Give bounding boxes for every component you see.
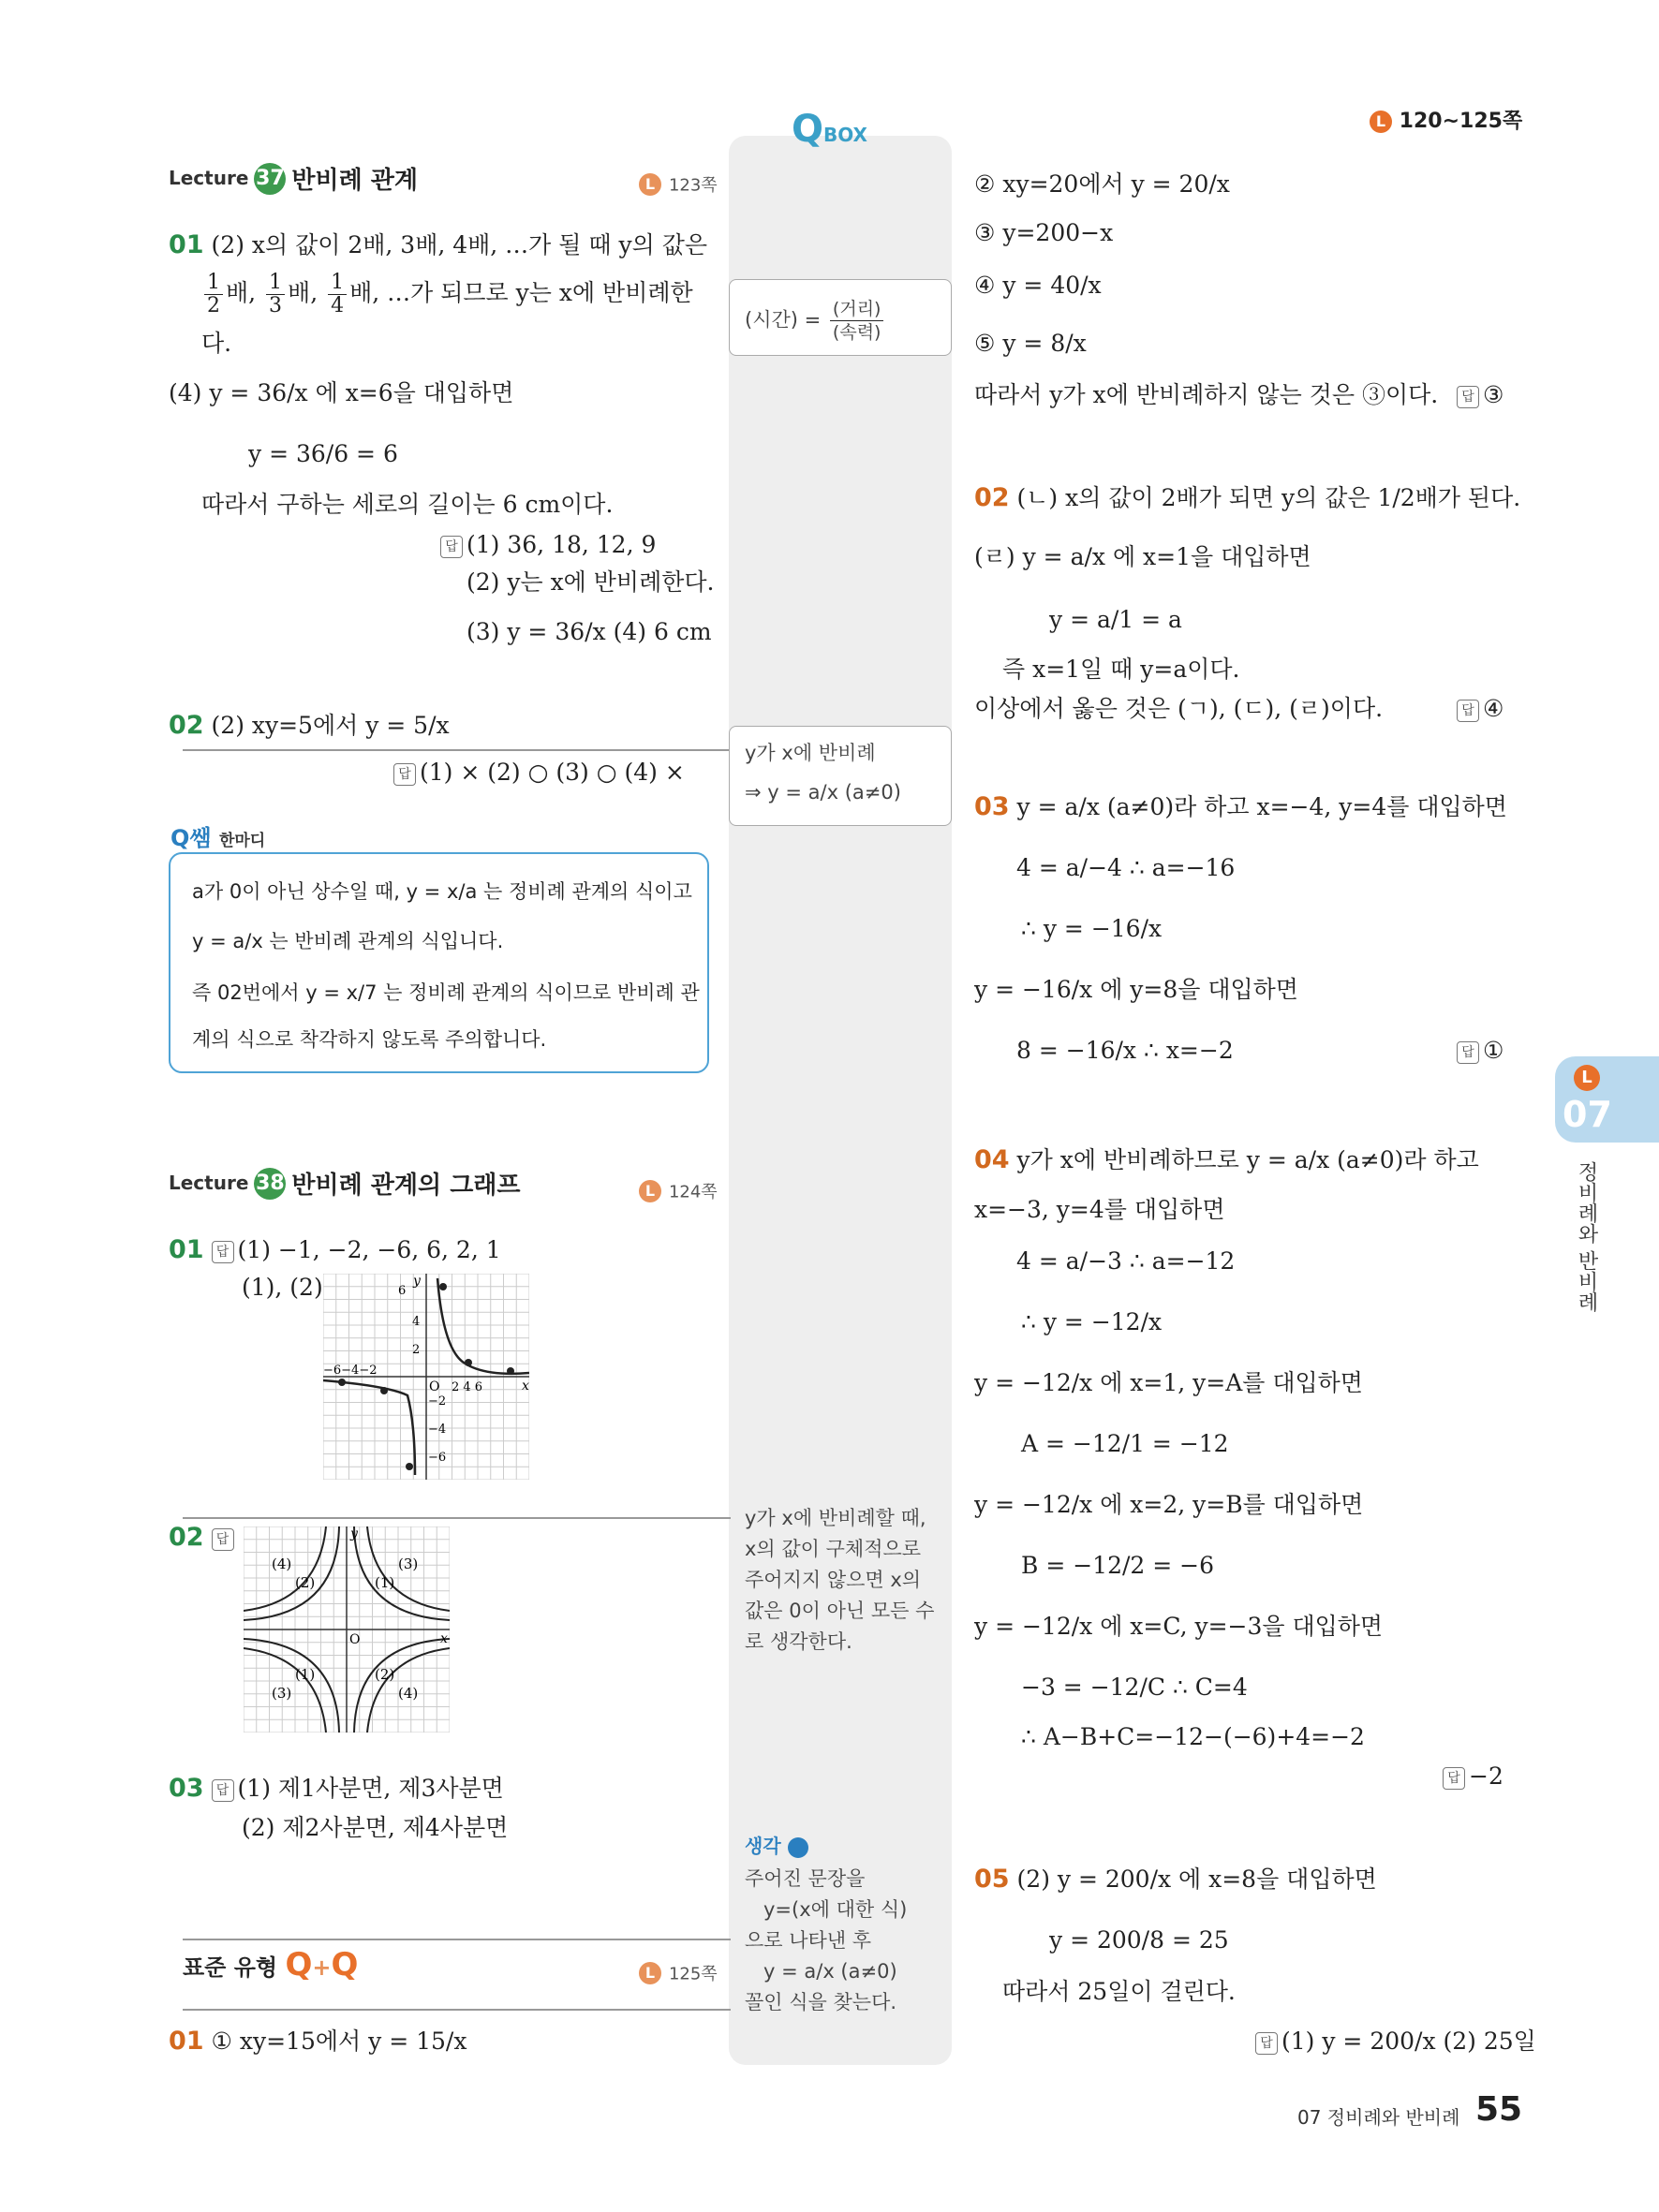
right-q04-4: y = −12/x 에 x=1, y=A를 대입하면 [974, 1369, 1363, 1396]
right-r1-4: 따라서 y가 x에 반비례하지 않는 것은 ③이다. [974, 381, 1439, 408]
right-q03-3: y = −16/x 에 y=8을 대입하면 [974, 976, 1298, 1003]
right-q05: 05 (2) y = 200/x 에 x=8을 대입하면 [974, 1865, 1377, 1894]
note-line: 주어지지 않으면 x의 [745, 1569, 922, 1591]
g1-tick: −6 [428, 1451, 447, 1465]
qssam-line3: 즉 02번에서 y = x/7 는 정비례 관계의 식이므로 반비례 관 [192, 981, 700, 1004]
problem-01-line2: $\frac{1}{2}$ 배, $\frac{1}{3}$ 배, $\frac{1}{4}$ 배, …가 되므로 y는 x에 반비례한 [201, 272, 693, 317]
note-line: 주어진 문장을 [745, 1867, 866, 1890]
right-q03: 03 y = a/x (a≠0)라 하고 x=−4, y=4를 대입하면 [974, 792, 1507, 821]
g2-label: (1) [375, 1574, 395, 1591]
qbox-note-3 [745, 1503, 934, 1658]
chapter-tab-letter: L [1574, 1065, 1600, 1091]
footer-page: 55 [1475, 2090, 1523, 2129]
g2-axis-y: y [350, 1526, 358, 1541]
lecture-37-heading: Lecture 37 반비례 관계 [169, 161, 418, 196]
g1-tick: −4 [428, 1423, 447, 1437]
answer-02: 답 (1) × (2) ○ (3) ○ (4) × [393, 757, 685, 789]
qssam-line1: a가 0이 아닌 상수일 때, y = x/a 는 정비례 관계의 식이고 [192, 880, 692, 903]
standard-page: L 125쪽 [639, 1957, 718, 1985]
right-q04-10: ∴ A−B+C=−12−(−6)+4=−2 [1021, 1723, 1365, 1750]
note-line: 값은 0이 아닌 모든 수 [745, 1600, 935, 1622]
answer-01-3: (3) y = 36/x (4) 6 cm [467, 618, 712, 645]
right-q02-1: (ㄹ) y = a/x 에 x=1을 대입하면 [974, 543, 1311, 570]
connector-line-3 [183, 1939, 731, 1940]
lecture-38-page: L 124쪽 [639, 1175, 718, 1203]
right-q03-1: 4 = a/−4 ∴ a=−16 [1016, 854, 1236, 881]
right-r1-1: ③ y=200−x [974, 219, 1114, 246]
qbox-note-4-title: 생각 [745, 1831, 808, 1858]
standard-problem-01: 01 ① xy=15에서 y = 15/x [169, 2027, 467, 2056]
g2-axis-x: x [440, 1631, 448, 1646]
right-q04-6: y = −12/x 에 x=2, y=B를 대입하면 [974, 1491, 1364, 1518]
graph-1 [323, 1274, 529, 1480]
g2-label: (2) [375, 1666, 395, 1683]
chapter-tab-num: 07 [1563, 1094, 1612, 1135]
footer-chapter: 07 정비례와 반비례 [1297, 2106, 1460, 2129]
right-q04-8: y = −12/x 에 x=C, y=−3을 대입하면 [974, 1613, 1384, 1640]
right-q02: 02 (ㄴ) x의 값이 2배가 되면 y의 값은 1/2배가 된다. [974, 483, 1521, 512]
qssam-line2: y = a/x 는 반비례 관계의 식입니다. [192, 930, 504, 952]
right-q05-1: y = 200/8 = 25 [1049, 1926, 1229, 1954]
note-line: y = a/x (a≠0) [763, 1960, 897, 1983]
g1-tick: −6−4−2 [323, 1364, 378, 1378]
g1-origin: O [429, 1379, 440, 1394]
chapter-side-title: 정비례와 반비례 [1575, 1161, 1598, 1312]
note-line: y=(x에 대한 식) [763, 1898, 908, 1921]
problem-01-line5: y = 36/6 = 6 [248, 440, 398, 467]
g1-axis-x: x [522, 1379, 529, 1394]
right-q04-1: x=−3, y=4를 대입하면 [974, 1196, 1225, 1223]
right-r1-2: ④ y = 40/x [974, 272, 1102, 299]
connector-line-4 [183, 2009, 731, 2011]
right-r1-3: ⑤ y = 8/x [974, 330, 1087, 357]
l38-problem-03: 03 답 (1) 제1사분면, 제3사분면 [169, 1774, 504, 1803]
graph-2 [244, 1526, 450, 1733]
g1-tick: 6 [398, 1284, 407, 1298]
answer-01-2: (2) y는 x에 반비례한다. [467, 568, 715, 596]
l38-problem-02: 02 답 [169, 1522, 238, 1554]
qbox-column [729, 136, 952, 2065]
right-q04-2: 4 = a/−3 ∴ a=−12 [1016, 1247, 1236, 1275]
problem-02: 02 (2) xy=5에서 y = 5/x [169, 711, 450, 740]
qbox-note-4 [745, 1864, 907, 2018]
right-r1-0: ② xy=20에서 y = 20/x [974, 170, 1230, 198]
problem-01-line3: 다. [201, 330, 232, 357]
right-q05-ans: 답 (1) y = 200/x (2) 25일 [1255, 2026, 1536, 2057]
g2-label: (3) [272, 1685, 292, 1702]
g1-tick: 2 4 6 [452, 1380, 483, 1394]
note-line: 로 생각한다. [745, 1630, 852, 1653]
g1-tick: −2 [428, 1394, 447, 1408]
problem-01-line6: 따라서 구하는 세로의 길이는 6 cm이다. [201, 491, 614, 518]
right-q02-3: 즉 x=1일 때 y=a이다. [1002, 656, 1240, 683]
right-q02-ans: 답 ④ [1457, 693, 1503, 725]
connector-line [183, 749, 731, 751]
g2-label: (4) [398, 1685, 419, 1702]
right-q04-7: B = −12/2 = −6 [1021, 1552, 1214, 1579]
lecture-37-page: L 123쪽 [639, 169, 718, 197]
lecture-38-heading: Lecture 38 반비례 관계의 그래프 [169, 1166, 521, 1201]
problem-01-line4: (4) y = 36/x 에 x=6을 대입하면 [169, 379, 514, 406]
l38-problem-01: 01 답 (1) −1, −2, −6, 6, 2, 1 [169, 1235, 501, 1264]
right-q04-ans: 답 −2 [1443, 1761, 1503, 1792]
note-line: 꼴인 식을 찾는다. [745, 1991, 897, 2013]
qbox-logo: QBOX [792, 108, 867, 151]
g1-tick: 2 [412, 1343, 421, 1357]
right-q04-5: A = −12/1 = −12 [1021, 1430, 1229, 1457]
right-q04-3: ∴ y = −12/x [1021, 1308, 1163, 1335]
problem-01: 01 (2) x의 값이 2배, 3배, 4배, …가 될 때 y의 값은 [169, 230, 707, 259]
answer-01-1: 답 (1) 36, 18, 12, 9 [440, 529, 656, 561]
note-line: 으로 나타낸 후 [745, 1929, 872, 1952]
page-range: L 120~125쪽 [1370, 105, 1522, 134]
g1-tick: 4 [412, 1315, 421, 1329]
right-q02-2: y = a/1 = a [1049, 606, 1182, 633]
qbox-note-2-l1: y가 x에 반비례 [745, 742, 876, 764]
g2-label: (4) [272, 1556, 292, 1572]
note-line: y가 x에 반비례할 때, [745, 1507, 926, 1529]
qssam-heading: Q쌤 한마디 [170, 825, 266, 851]
g2-origin: O [349, 1632, 361, 1647]
g2-label: (3) [398, 1556, 419, 1572]
connector-line-2 [183, 1517, 731, 1519]
note-line: x의 값이 구체적으로 [745, 1538, 922, 1560]
right-q02-4: 이상에서 옳은 것은 (ㄱ), (ㄷ), (ㄹ)이다. [974, 695, 1384, 722]
qbox-note-1-text: (시간) = $\frac{\text{(거리)}}{\text{(속력)}}$ [745, 298, 886, 344]
standard-heading: 표준 유형 Q+Q [183, 1946, 359, 1983]
qbox-note-2-l2: ⇒ y = a/x (a≠0) [745, 781, 901, 804]
right-q04-9: −3 = −12/C ∴ C=4 [1021, 1674, 1248, 1701]
qssam-line4: 계의 식으로 착각하지 않도록 주의합니다. [192, 1028, 547, 1051]
right-q03-ans: 답 ① [1457, 1035, 1503, 1067]
right-q05-2: 따라서 25일이 걸린다. [1002, 1978, 1236, 2005]
right-q03-2: ∴ y = −16/x [1021, 915, 1163, 942]
l38-problem-01-line2: (1), (2) [242, 1274, 323, 1301]
l38-problem-03-line2: (2) 제2사분면, 제4사분면 [242, 1814, 509, 1841]
g1-axis-y: y [413, 1274, 421, 1289]
right-q04: 04 y가 x에 반비례하므로 y = a/x (a≠0)라 하고 [974, 1145, 1479, 1174]
g2-label: (1) [295, 1666, 316, 1683]
right-r1-ans: 답 ③ [1457, 379, 1503, 411]
right-q03-4: 8 = −16/x ∴ x=−2 [1016, 1037, 1234, 1064]
g2-label: (2) [295, 1574, 316, 1591]
